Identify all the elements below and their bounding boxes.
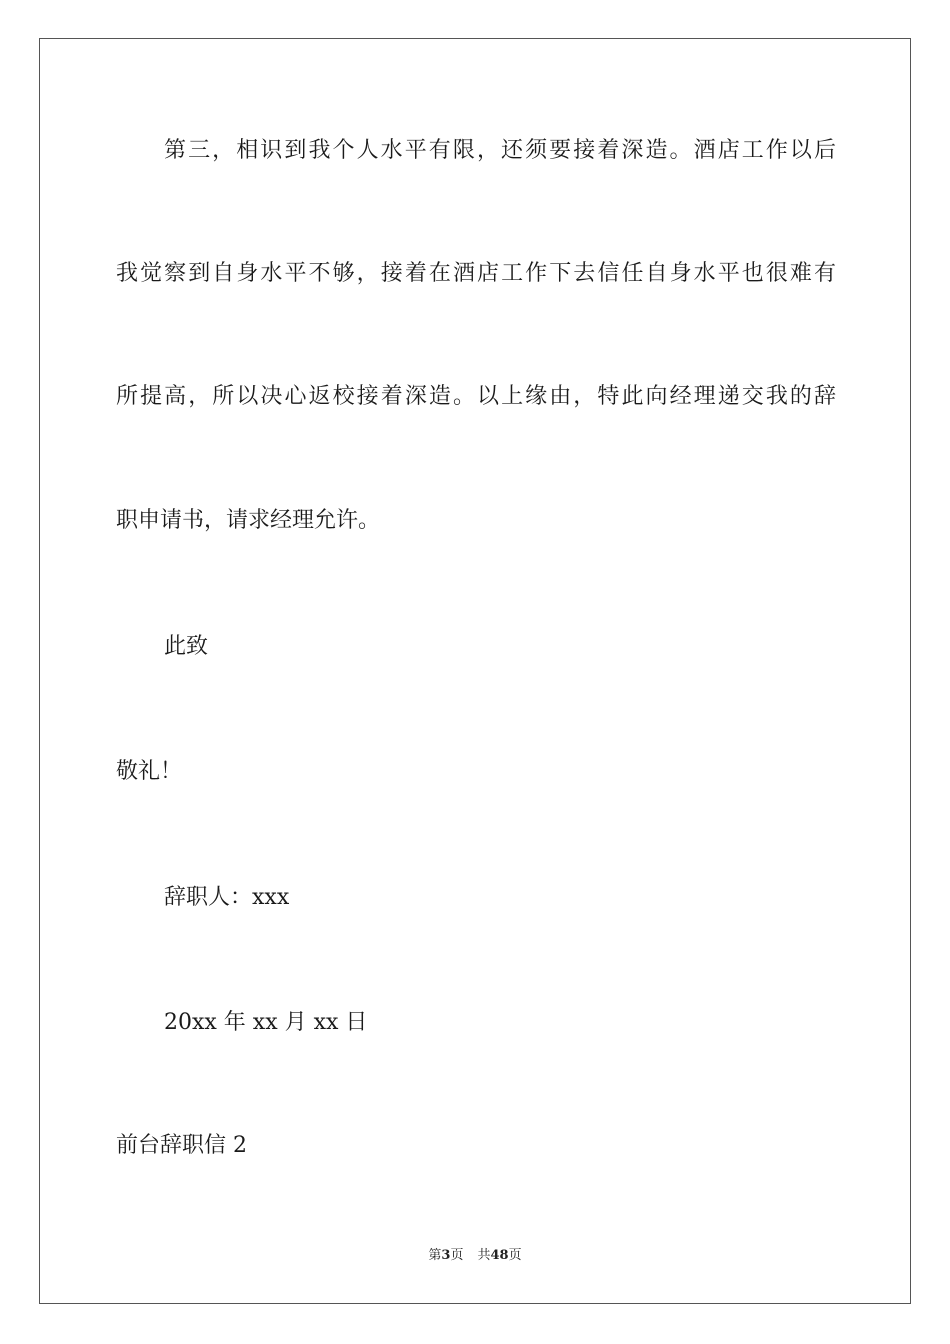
body-text-line-1: 第三，相识到我个人水平有限，还须要接着深造。酒店工作以后 [164, 138, 836, 163]
page-frame [39, 38, 911, 1304]
footer-page-suffix: 页 [450, 1248, 464, 1263]
body-text-line-3: 所提高，所以决心返校接着深造。以上缘由，特此向经理递交我的辞 [116, 384, 836, 409]
footer-page-number: 3 [441, 1248, 451, 1263]
footer-total-prefix: 共 [477, 1248, 491, 1263]
date-line: 20xx 年 xx 月 xx 日 [164, 1010, 368, 1035]
signer-line: 辞职人：xxx [164, 885, 290, 910]
respect-closing: 敬礼！ [116, 759, 183, 784]
body-text-line-4: 职申请书，请求经理允许。 [116, 508, 381, 533]
footer-page-prefix: 第 [428, 1248, 442, 1263]
footer-total-number: 48 [490, 1248, 509, 1263]
salutation: 此致 [164, 634, 209, 659]
page-footer [0, 1246, 950, 1266]
section-heading: 前台辞职信 2 [116, 1133, 247, 1158]
footer-total-suffix: 页 [508, 1248, 522, 1263]
body-text-line-2: 我觉察到自身水平不够，接着在酒店工作下去信任自身水平也很难有 [116, 261, 836, 286]
